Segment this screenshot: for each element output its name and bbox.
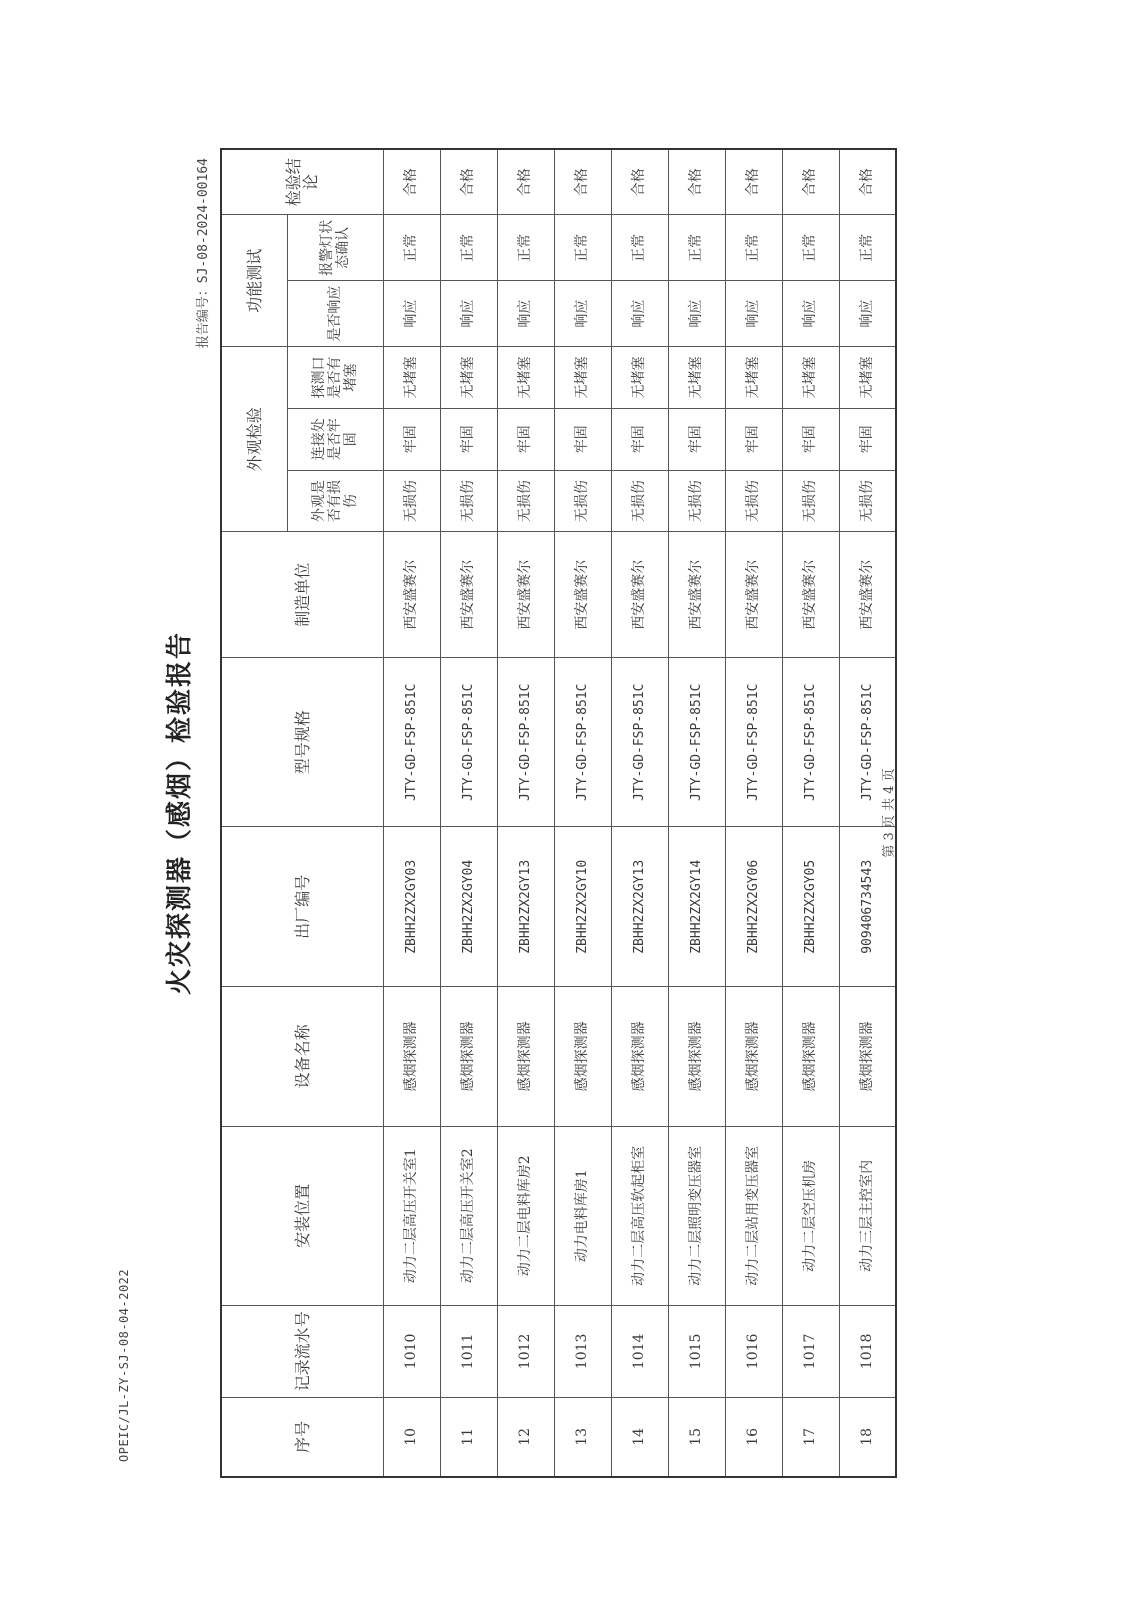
cell-probe-blocked: 无堵塞	[839, 347, 896, 409]
cell-appearance-damage: 无损伤	[497, 470, 554, 532]
table-row	[554, 149, 611, 1477]
cell-response: 响应	[668, 281, 725, 347]
cell-response: 响应	[782, 281, 839, 347]
cell-connection-firm: 牢固	[611, 408, 668, 470]
cell-probe-blocked: 无堵塞	[668, 347, 725, 409]
header-factory-no: 出厂编号	[221, 827, 383, 987]
cell-connection-firm: 牢固	[440, 408, 497, 470]
cell-model: JTY-GD-FSP-851C	[839, 658, 896, 827]
cell-appearance-damage: 无损伤	[725, 470, 782, 532]
cell-manufacturer: 西安盛赛尔	[497, 532, 554, 658]
cell-record-no: 1018	[839, 1305, 896, 1397]
cell-seq: 14	[611, 1397, 668, 1477]
cell-manufacturer: 西安盛赛尔	[839, 532, 896, 658]
table-body	[383, 149, 896, 1477]
cell-conclusion: 合格	[611, 149, 668, 215]
cell-location: 动力二层照明变压器室	[668, 1126, 725, 1305]
cell-device-name: 感烟探测器	[554, 987, 611, 1126]
cell-device-name: 感烟探测器	[725, 987, 782, 1126]
form-code: OPEIC/JL-ZY-SJ-08-04-2022	[117, 1268, 131, 1462]
header-response: 是否响应	[287, 281, 383, 347]
header-probe-blocked: 探测口是否有堵塞	[287, 347, 383, 409]
header-appearance-damage: 外观是否有损伤	[287, 470, 383, 532]
cell-model: JTY-GD-FSP-851C	[782, 658, 839, 827]
cell-factory-no: ZBHH2ZX2GY10	[554, 827, 611, 987]
header-connection-firm: 连接处是否牢固	[287, 408, 383, 470]
cell-probe-blocked: 无堵塞	[440, 347, 497, 409]
cell-model: JTY-GD-FSP-851C	[383, 658, 440, 827]
cell-appearance-damage: 无损伤	[440, 470, 497, 532]
cell-model: JTY-GD-FSP-851C	[497, 658, 554, 827]
cell-conclusion: 合格	[497, 149, 554, 215]
table-row	[668, 149, 725, 1477]
cell-factory-no: ZBHH2ZX2GY05	[782, 827, 839, 987]
cell-record-no: 1012	[497, 1305, 554, 1397]
cell-device-name: 感烟探测器	[782, 987, 839, 1126]
cell-connection-firm: 牢固	[497, 408, 554, 470]
cell-alarm-light: 正常	[782, 215, 839, 281]
cell-probe-blocked: 无堵塞	[554, 347, 611, 409]
cell-manufacturer: 西安盛赛尔	[383, 532, 440, 658]
table-row	[782, 149, 839, 1477]
header-function-group: 功能测试	[221, 215, 287, 347]
cell-model: JTY-GD-FSP-851C	[725, 658, 782, 827]
cell-appearance-damage: 无损伤	[782, 470, 839, 532]
cell-alarm-light: 正常	[668, 215, 725, 281]
cell-appearance-damage: 无损伤	[611, 470, 668, 532]
cell-probe-blocked: 无堵塞	[725, 347, 782, 409]
cell-manufacturer: 西安盛赛尔	[668, 532, 725, 658]
cell-record-no: 1016	[725, 1305, 782, 1397]
cell-factory-no: ZBHH2ZX2GY06	[725, 827, 782, 987]
cell-connection-firm: 牢固	[725, 408, 782, 470]
cell-location: 动力二层高压开关室2	[440, 1126, 497, 1305]
table-row	[497, 149, 554, 1477]
cell-location: 动力二层站用变压器室	[725, 1126, 782, 1305]
cell-conclusion: 合格	[725, 149, 782, 215]
cell-device-name: 感烟探测器	[440, 987, 497, 1126]
cell-factory-no: ZBHH2ZX2GY14	[668, 827, 725, 987]
cell-device-name: 感烟探测器	[668, 987, 725, 1126]
cell-location: 动力二层高压开关室1	[383, 1126, 440, 1305]
cell-alarm-light: 正常	[839, 215, 896, 281]
cell-connection-firm: 牢固	[782, 408, 839, 470]
cell-location: 动力三层主控室内	[839, 1126, 896, 1305]
cell-record-no: 1014	[611, 1305, 668, 1397]
inspection-table	[220, 148, 897, 1478]
cell-probe-blocked: 无堵塞	[611, 347, 668, 409]
cell-seq: 12	[497, 1397, 554, 1477]
cell-record-no: 1010	[383, 1305, 440, 1397]
header-record-no: 记录流水号	[221, 1305, 383, 1397]
cell-conclusion: 合格	[668, 149, 725, 215]
cell-alarm-light: 正常	[497, 215, 554, 281]
cell-seq: 17	[782, 1397, 839, 1477]
cell-response: 响应	[554, 281, 611, 347]
header-appearance-group: 外观检验	[221, 347, 287, 532]
cell-seq: 13	[554, 1397, 611, 1477]
cell-model: JTY-GD-FSP-851C	[668, 658, 725, 827]
cell-alarm-light: 正常	[554, 215, 611, 281]
cell-alarm-light: 正常	[383, 215, 440, 281]
header-device-name: 设备名称	[221, 987, 383, 1126]
cell-seq: 11	[440, 1397, 497, 1477]
cell-connection-firm: 牢固	[668, 408, 725, 470]
cell-appearance-damage: 无损伤	[668, 470, 725, 532]
cell-probe-blocked: 无堵塞	[497, 347, 554, 409]
cell-location: 动力二层高压软起柜室	[611, 1126, 668, 1305]
cell-seq: 18	[839, 1397, 896, 1477]
header-seq: 序号	[221, 1397, 383, 1477]
table-row	[440, 149, 497, 1477]
table-row	[611, 149, 668, 1477]
cell-probe-blocked: 无堵塞	[383, 347, 440, 409]
cell-response: 响应	[440, 281, 497, 347]
report-title: 火灾探测器（感烟）检验报告	[165, 631, 195, 996]
cell-factory-no: ZBHH2ZX2GY03	[383, 827, 440, 987]
cell-record-no: 1011	[440, 1305, 497, 1397]
cell-response: 响应	[611, 281, 668, 347]
cell-factory-no: ZBHH2ZX2GY04	[440, 827, 497, 987]
cell-seq: 10	[383, 1397, 440, 1477]
cell-model: JTY-GD-FSP-851C	[611, 658, 668, 827]
cell-record-no: 1017	[782, 1305, 839, 1397]
cell-connection-firm: 牢固	[383, 408, 440, 470]
cell-location: 动力二层电料库房2	[497, 1126, 554, 1305]
cell-alarm-light: 正常	[440, 215, 497, 281]
cell-probe-blocked: 无堵塞	[782, 347, 839, 409]
cell-manufacturer: 西安盛赛尔	[782, 532, 839, 658]
cell-conclusion: 合格	[782, 149, 839, 215]
header-alarm-light: 报警灯状态确认	[287, 215, 383, 281]
page-footer: 第 3 页 共 4 页	[882, 768, 897, 858]
cell-seq: 15	[668, 1397, 725, 1477]
cell-model: JTY-GD-FSP-851C	[554, 658, 611, 827]
cell-conclusion: 合格	[440, 149, 497, 215]
cell-response: 响应	[725, 281, 782, 347]
cell-manufacturer: 西安盛赛尔	[440, 532, 497, 658]
report-sheet	[150, 148, 910, 1478]
cell-appearance-damage: 无损伤	[383, 470, 440, 532]
cell-factory-no: ZBHH2ZX2GY13	[497, 827, 554, 987]
cell-conclusion: 合格	[383, 149, 440, 215]
cell-record-no: 1013	[554, 1305, 611, 1397]
table-row	[725, 149, 782, 1477]
cell-factory-no: 909406734543	[839, 827, 896, 987]
header-location: 安装位置	[221, 1126, 383, 1305]
cell-model: JTY-GD-FSP-851C	[440, 658, 497, 827]
cell-connection-firm: 牢固	[839, 408, 896, 470]
header-manufacturer: 制造单位	[221, 532, 383, 658]
cell-seq: 16	[725, 1397, 782, 1477]
cell-manufacturer: 西安盛赛尔	[611, 532, 668, 658]
table-row	[383, 149, 440, 1477]
cell-response: 响应	[839, 281, 896, 347]
cell-connection-firm: 牢固	[554, 408, 611, 470]
cell-appearance-damage: 无损伤	[554, 470, 611, 532]
cell-manufacturer: 西安盛赛尔	[554, 532, 611, 658]
cell-location: 动力二层空压机房	[782, 1126, 839, 1305]
cell-response: 响应	[383, 281, 440, 347]
cell-device-name: 感烟探测器	[611, 987, 668, 1126]
cell-response: 响应	[497, 281, 554, 347]
cell-device-name: 感烟探测器	[383, 987, 440, 1126]
cell-alarm-light: 正常	[611, 215, 668, 281]
header-conclusion: 检验结论	[221, 149, 383, 215]
cell-record-no: 1015	[668, 1305, 725, 1397]
header-model: 型号规格	[221, 658, 383, 827]
cell-device-name: 感烟探测器	[839, 987, 896, 1126]
cell-alarm-light: 正常	[725, 215, 782, 281]
cell-appearance-damage: 无损伤	[839, 470, 896, 532]
report-number: 报告编号：SJ-08-2024-00164	[196, 158, 211, 349]
cell-device-name: 感烟探测器	[497, 987, 554, 1126]
cell-conclusion: 合格	[839, 149, 896, 215]
cell-location: 动力电料库房1	[554, 1126, 611, 1305]
cell-manufacturer: 西安盛赛尔	[725, 532, 782, 658]
cell-factory-no: ZBHH2ZX2GY13	[611, 827, 668, 987]
cell-conclusion: 合格	[554, 149, 611, 215]
